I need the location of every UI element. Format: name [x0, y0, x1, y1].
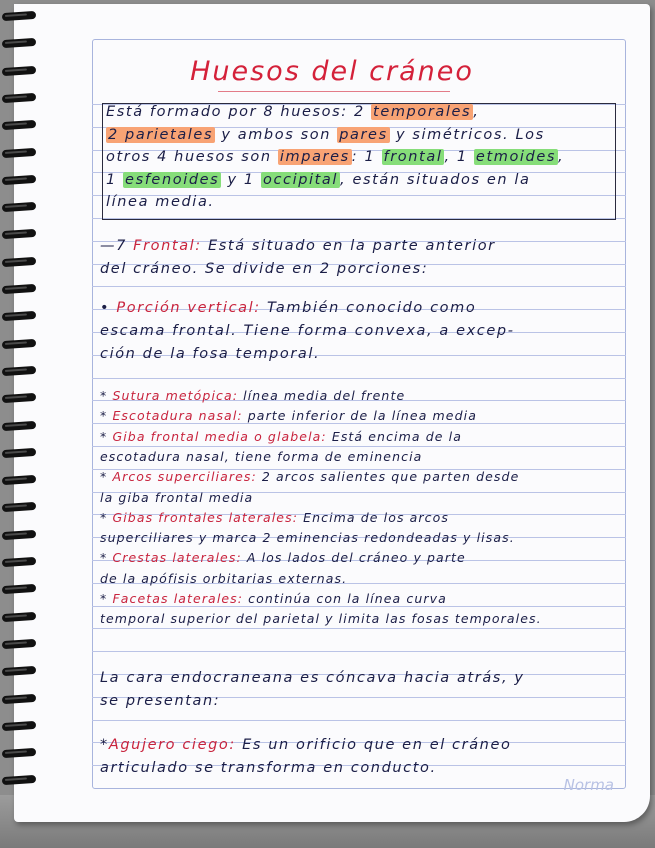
term-heading: Gibas frontales laterales:	[112, 509, 299, 525]
spiral-ring	[0, 747, 42, 761]
text-run: *	[100, 469, 113, 485]
term-heading: Escotadura nasal:	[112, 408, 243, 424]
text-run: •	[100, 300, 117, 316]
spiral-ring	[0, 256, 42, 270]
spiral-ring	[0, 693, 42, 707]
spiral-ring	[0, 10, 42, 24]
text-run: Está formado por 8 huesos: 2	[106, 104, 372, 120]
spiral-ring	[0, 583, 42, 597]
spiral-ring	[0, 556, 42, 570]
highlighted-term-orange: 2 parietales	[108, 126, 214, 143]
spiral-ring	[0, 310, 42, 324]
term-heading: Crestas laterales:	[112, 550, 242, 566]
highlighted-term-orange: temporales	[373, 104, 472, 120]
term-heading: Giba frontal media o glabela:	[112, 428, 327, 444]
text-run: *	[100, 591, 113, 606]
rule-line	[92, 651, 626, 652]
rule-line	[92, 286, 626, 287]
text-run: *	[100, 550, 113, 566]
text-run: y simétricos. Los	[389, 126, 545, 143]
text-run: escotadura nasal, tiene forma de eminencia	[100, 448, 423, 464]
text-run: A los lados del cráneo y parte	[241, 550, 466, 566]
term-heading: Sutura metópica:	[112, 388, 239, 403]
text-run: línea media del frente	[238, 388, 406, 403]
handwritten-line	[100, 550, 466, 565]
term-heading: Agujero ciego:	[108, 737, 236, 753]
text-run: ,	[558, 149, 565, 165]
spiral-ring	[0, 119, 42, 133]
handwritten-line	[100, 261, 428, 277]
text-run: de la apófisis orbitarias externas.	[100, 570, 348, 586]
handwritten-line	[100, 693, 220, 709]
spiral-ring	[0, 365, 42, 379]
handwritten-line	[106, 194, 215, 210]
term-heading: Frontal:	[133, 238, 202, 254]
handwritten-line	[100, 346, 320, 362]
highlighted-term-orange: impares	[279, 149, 350, 165]
rule-line	[92, 720, 626, 721]
spiral-ring	[0, 529, 42, 543]
page-title: Huesos del cráneo	[190, 56, 474, 87]
spiral-ring	[0, 201, 42, 215]
handwritten-line	[100, 388, 405, 403]
handwritten-line	[100, 760, 437, 776]
text-run: se presentan:	[100, 693, 221, 709]
notebook-page	[14, 4, 650, 822]
spiral-ring	[0, 501, 42, 515]
handwritten-line	[100, 323, 515, 339]
handwritten-line	[100, 510, 449, 525]
handwritten-line	[100, 238, 496, 254]
text-run: ción de la fosa temporal.	[100, 346, 321, 362]
spiral-ring	[0, 283, 42, 297]
handwritten-line	[100, 670, 525, 686]
handwritten-line	[106, 172, 531, 188]
handwritten-line	[100, 571, 347, 586]
spiral-ring	[0, 65, 42, 79]
spiral-ring	[0, 147, 42, 161]
handwritten-line	[100, 591, 447, 606]
text-run: temporal superior del parietal y limita las fosas temporales.	[100, 611, 542, 627]
text-run: la giba frontal media	[100, 489, 254, 505]
spiral-ring	[0, 228, 42, 242]
rule-line	[92, 446, 626, 447]
text-run: Está encima de la	[326, 428, 462, 444]
text-run: 2 arcos salientes que parten desde	[256, 469, 520, 485]
handwritten-line	[100, 469, 519, 484]
text-run: superciliares y marca 2 eminencias redondeadas y lisas.	[100, 530, 515, 546]
spiral-ring	[0, 174, 42, 188]
handwritten-line	[100, 737, 511, 753]
text-run: Está situado en la parte anterior	[201, 238, 496, 254]
spiral-ring	[0, 420, 42, 434]
spiral-ring	[0, 774, 42, 788]
text-run: , están situados en la	[340, 171, 531, 188]
spiral-ring	[0, 338, 42, 352]
handwritten-line	[100, 490, 253, 505]
title-underline	[218, 91, 450, 92]
highlighted-term-green: esfenoides	[125, 171, 220, 188]
text-run: , 1	[444, 149, 474, 165]
term-heading: Arcos superciliares:	[112, 469, 257, 485]
text-run: del cráneo. Se divide en 2 porciones:	[100, 261, 429, 277]
text-run: línea media.	[106, 194, 215, 210]
text-run: *	[100, 428, 113, 444]
text-run: y ambos son	[215, 126, 338, 143]
highlighted-term-green: occipital	[262, 171, 339, 188]
spiral-ring	[0, 392, 42, 406]
text-run: También conocido como	[260, 300, 477, 316]
spiral-ring	[0, 447, 42, 461]
handwritten-line	[106, 127, 545, 143]
term-heading: Porción vertical:	[116, 300, 261, 316]
text-run: otros 4 huesos son	[106, 149, 278, 165]
text-run: y 1	[221, 171, 261, 188]
text-run: articulado se transforma en conducto.	[100, 760, 437, 776]
text-run: parte inferior de la línea media	[242, 408, 477, 424]
text-run: escama frontal. Tiene forma convexa, a excep-	[100, 323, 515, 339]
highlighted-term-green: frontal	[383, 149, 443, 165]
rule-line	[92, 378, 626, 379]
spiral-ring	[0, 665, 42, 679]
spiral-ring	[0, 474, 42, 488]
brand-watermark: Norma	[563, 776, 614, 794]
text-run: *	[100, 408, 113, 424]
rule-line	[92, 423, 626, 424]
text-run: Encima de los arcos	[298, 509, 450, 525]
handwritten-line	[100, 300, 476, 316]
spiral-ring	[0, 92, 42, 106]
rule-line	[92, 628, 626, 629]
handwritten-line	[106, 149, 564, 165]
text-run: Es un orificio que en el cráneo	[235, 737, 512, 753]
spiral-ring	[0, 37, 42, 51]
handwritten-line	[100, 449, 422, 464]
term-heading: Facetas laterales:	[112, 591, 244, 606]
handwritten-line	[106, 104, 479, 120]
text-run: ,	[473, 104, 480, 120]
text-run: 1	[106, 171, 124, 188]
spiral-ring	[0, 611, 42, 625]
spiral-binding	[0, 0, 44, 848]
highlighted-term-orange: pares	[339, 126, 388, 143]
text-run: *	[100, 509, 113, 525]
handwritten-line	[100, 408, 477, 423]
text-run: —7	[100, 238, 134, 254]
handwritten-line	[100, 611, 542, 626]
spiral-ring	[0, 720, 42, 734]
text-run: *	[100, 737, 109, 753]
text-run: continúa con la línea curva	[243, 591, 447, 606]
text-run: : 1	[351, 149, 382, 165]
handwritten-line	[100, 429, 462, 444]
handwritten-line	[100, 530, 515, 545]
text-run: *	[100, 388, 113, 403]
spiral-ring	[0, 638, 42, 652]
text-run: La cara endocraneana es cóncava hacia atrás, y	[100, 670, 525, 686]
highlighted-term-green: etmoides	[475, 149, 557, 165]
